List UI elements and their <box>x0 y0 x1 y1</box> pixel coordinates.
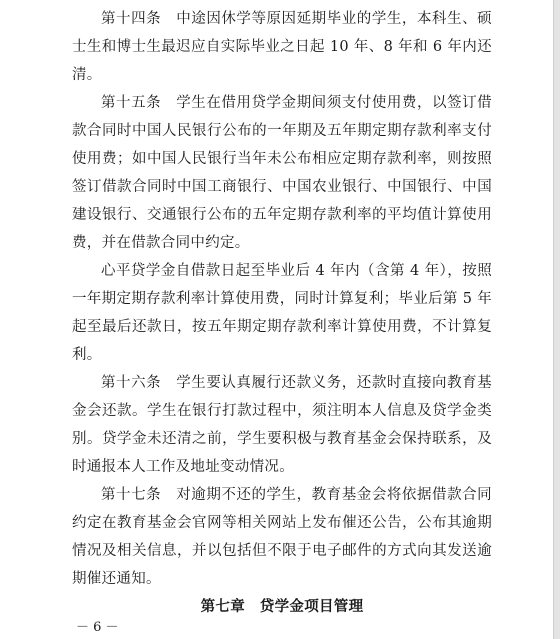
article-17-number: 第十七条 <box>101 487 162 503</box>
article-17-paragraph <box>72 481 492 593</box>
chapter-heading: 第七章 贷学金项目管理 <box>200 599 364 615</box>
page-edge-shadow <box>553 0 560 639</box>
article-16-text: 学生要认真履行还款义务，还款时直接向教育基金会还款。学生在银行打款过程中，须注明本人信息及贷学金类别。贷学金未还清之前，学生要积极与教育基金会保持联系，及时通报本人工作及地址变动情况。 <box>72 375 492 475</box>
article-16-paragraph <box>72 369 492 481</box>
article-15-text: 学生在借用贷学金期间须支付使用费，以签订借款合同时中国人民银行公布的一年期及五年期定期存款利率支付使用费；如中国人民银行当年未公布相应定期存款利率，则按照签订借款合同时中国工商银行、中国农业银行、中国银行、中国建设银行、交通银行公布的五年定期存款利率的平均值计算使用费，并在借款合同中约定。 <box>72 95 492 251</box>
article-14-text: 中途因休学等原因延期毕业的学生，本科生、硕士生和博士生最迟应自实际毕业之日起 10 年、8 年和 6 年内还清。 <box>72 11 492 83</box>
document-body <box>72 5 492 621</box>
article-16-number: 第十六条 <box>101 375 162 391</box>
article-14-number: 第十四条 <box>101 11 162 27</box>
article-15-number: 第十五条 <box>101 95 162 111</box>
article-15-continuation-text: 心平贷学金自借款日起至毕业后 4 年内（含第 4 年），按照一年期定期存款利率计算使用费，同时计算复利；毕业后第 5 年起至最后还款日，按五年期定期存款利率计算使用费，不计算复利。 <box>72 263 492 363</box>
article-15-continuation-paragraph <box>72 257 492 369</box>
article-15-paragraph <box>72 89 492 257</box>
article-14-paragraph <box>72 5 492 89</box>
article-17-text: 对逾期不还的学生，教育基金会将依据借款合同约定在教育基金会官网等相关网站上发布催还公告，公布其逾期情况及相关信息，并以包括但不限于电子邮件的方式向其发送逾期催还通知。 <box>72 487 492 587</box>
page-number: － 6 － <box>76 620 119 635</box>
